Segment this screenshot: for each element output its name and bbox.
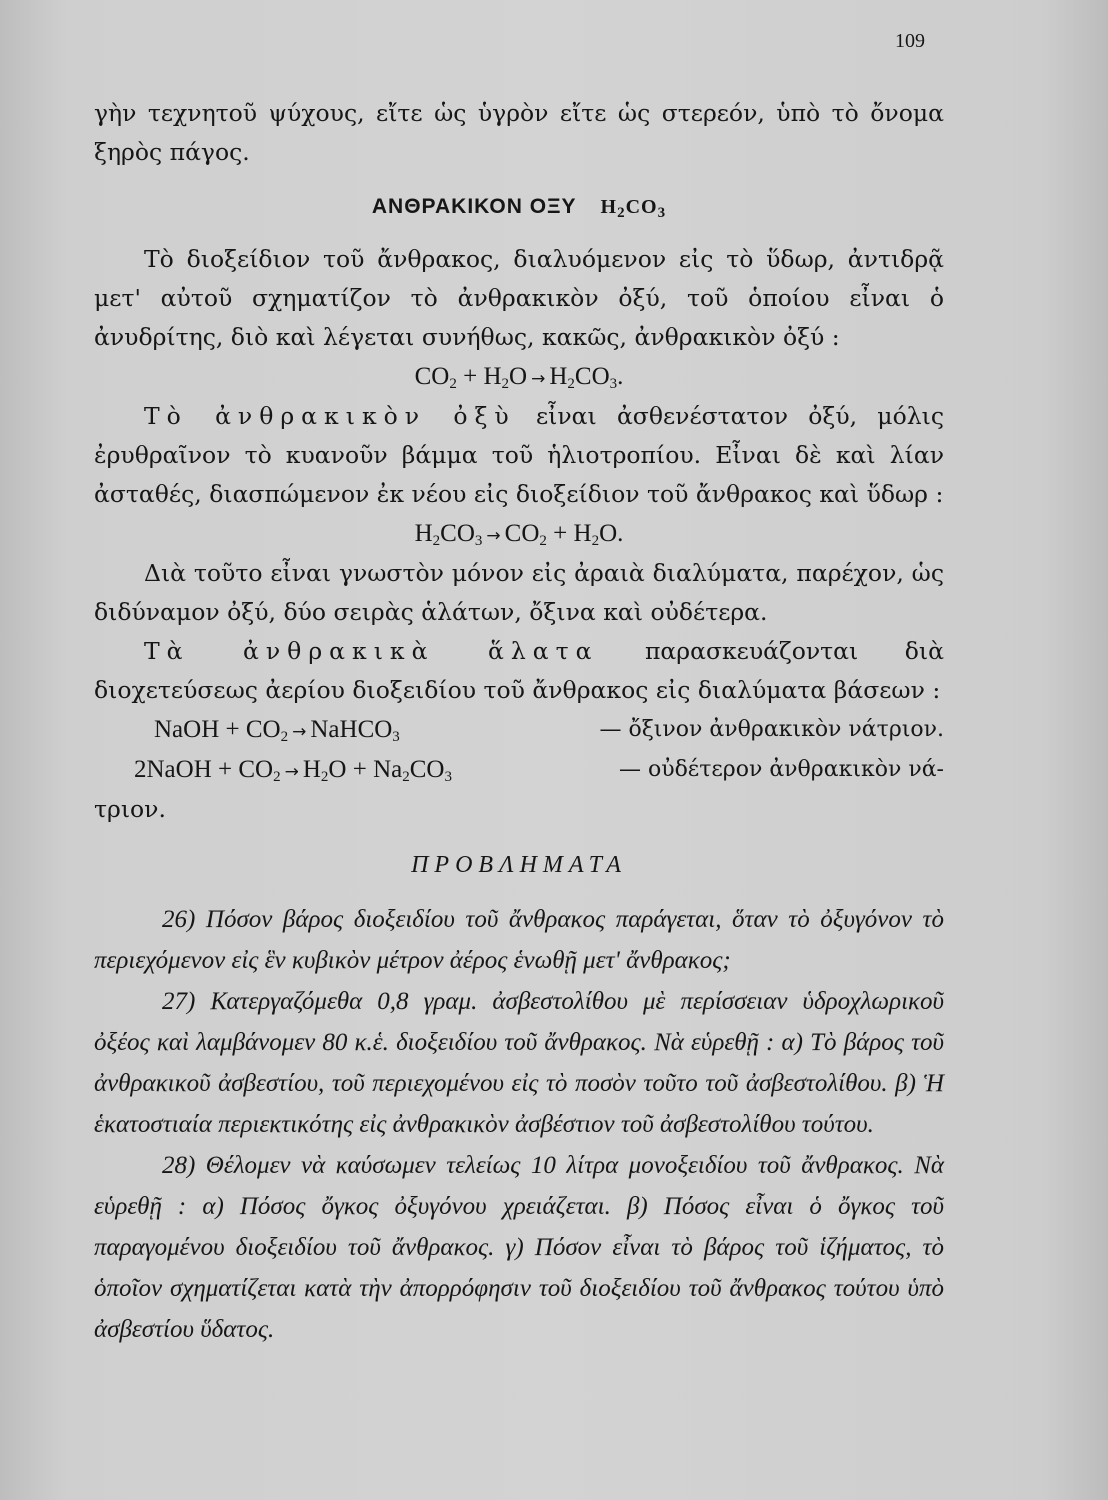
section-heading-formula: $H_2CO_3$ <box>600 196 667 221</box>
reaction-arrow-icon: → <box>531 369 546 389</box>
equation-formation: $CO_2 + H_2O \to H_2CO_3$. <box>414 363 624 392</box>
page-body <box>94 94 944 1350</box>
section-heading-title: ΑΝΘΡΑΚΙΚΟΝ ΟΞΥ <box>371 195 577 218</box>
emphasized-term: Τὸ ἀνθρακικὸν ὀξὺ <box>144 402 516 430</box>
reaction-sodium-carbonate <box>94 750 944 790</box>
reaction-arrow-icon: → <box>486 526 501 546</box>
reaction-product-name: — οὐδέτερον ἀνθρακικὸν νά- <box>618 757 944 782</box>
reaction-formula: NaOH + $CO_2$ → NaHCO$_3$ <box>154 716 400 745</box>
paragraph-dilute-solutions: Διὰ τοῦτο εἶναι γνωστὸν μόνον εἰς ἀραιὰ διαλύματα, παρέχον, ὡς διδύναμον ὀξύ, δύο σειρὰς ἁλάτων, ὄξινα καὶ οὐδέτερα. <box>94 559 944 626</box>
problem-28: 28) Θέλομεν νὰ καύσωμεν τελείως 10 λίτρα μονοξειδίου τοῦ ἄνθρακος. Νὰ εὑρεθῇ : α) Πόσος ὄγκος ὀξυγόνου χρειάζεται. β) Πόσος εἶναι ὁ ὄγκος τοῦ παραγομένου διοξειδίου τοῦ ἄνθρακος. γ) Πόσον εἶναι τὸ βάρος τοῦ ἱζήματος, τὸ ὁποῖον σχηματίζεται κατὰ τὴν ἀπορρόφησιν τοῦ διοξειδίου τοῦ ἄνθρακος τούτου ὑπὸ ἀσβεστίου ὕδατος. <box>94 1152 944 1343</box>
section-heading <box>94 195 944 219</box>
reaction-arrow-icon: → <box>284 762 299 782</box>
intro-paragraph: γὴν τεχνητοῦ ψύχους, εἴτε ὡς ὑγρὸν εἴτε ὡς στερεόν, ὑπὸ τὸ ὄνομα ξηρὸς πάγος. <box>94 99 944 166</box>
reaction-product-name: — ὄξινον ἀνθρακικὸν νάτριον. <box>599 717 944 742</box>
problems-heading: ΠΡΟΒΛΗΜΑΤΑ <box>411 852 627 878</box>
reaction-name-continuation: τριον. <box>94 795 166 823</box>
reaction-sodium-bicarbonate <box>94 710 944 750</box>
problem-26: 26) Πόσον βάρος διοξειδίου τοῦ ἄνθρακος παράγεται, ὅταν τὸ ὀξυγόνον τὸ περιεχόμενον εἰς ἓν κυβικὸν μέτρον ἀέρος ἑνωθῇ μετ' ἄνθρακος; <box>94 906 944 974</box>
paragraph-weak-acid: Τὸ ἀνθρακικὸν ὀξὺ εἶναι ἀσθενέστατον ὀξύ, μόλις ἐρυθραῖνον τὸ κυανοῦν βάμμα τοῦ ἡλιοτροπίου. Εἶναι δὲ καὶ λίαν ἀσταθές, διασπώμενον ἐκ νέου εἰς διοξείδιον τοῦ ἄνθρακος καὶ ὕδωρ : <box>94 402 945 508</box>
paragraph-dioxide-in-water: Τὸ διοξείδιον τοῦ ἄνθρακος, διαλυόμενον εἰς τὸ ὕδωρ, ἀντιδρᾷ μετ' αὐτοῦ σχηματίζον τὸ ἀνθρακικὸν ὀξύ, τοῦ ὁποίου εἶναι ὁ ἀνυδρίτης, διὸ καὶ λέγεται συνήθως, κακῶς, ἀνθρακικὸν ὀξύ : <box>94 245 944 351</box>
problem-27: 27) Κατεργαζόμεθα 0,8 γραμ. ἀσβεστολίθου μὲ περίσσειαν ὑδροχλωρικοῦ ὀξέος καὶ λαμβάνομεν 80 κ.ἑ. διοξειδίου τοῦ ἄνθρακος. Νὰ εὑρεθῇ : α) Τὸ βάρος τοῦ ἀνθρακικοῦ ἀσβεστίου, τοῦ περιεχομένου εἰς τὸ ποσὸν τοῦτο τοῦ ἀσβεστολίθου. β) Ἡ ἑκατοστιαία περιεκτικότης εἰς ἀνθρακικὸν ἀσβέστιον τοῦ ἀσβεστολίθου τούτου. <box>94 988 944 1138</box>
equation-decomposition: $H_2CO_3 \to CO_2 + H_2O$. <box>414 520 624 549</box>
paragraph-carbonate-salts: Τὰ ἀνθρακικὰ ἅλατα παρασκευάζονται διὰ διοχετεύσεως ἀερίου διοξειδίου τοῦ ἄνθρακος εἰς διαλύματα βάσεων : <box>94 637 944 704</box>
reaction-arrow-icon: → <box>292 722 307 742</box>
page-number: 109 <box>895 30 925 52</box>
reaction-formula: 2NaOH + $CO_2 \to H_2O + Na_2CO_3$ <box>134 756 452 785</box>
emphasized-term: Τὰ ἀνθρακικὰ ἅλατα <box>144 637 599 665</box>
